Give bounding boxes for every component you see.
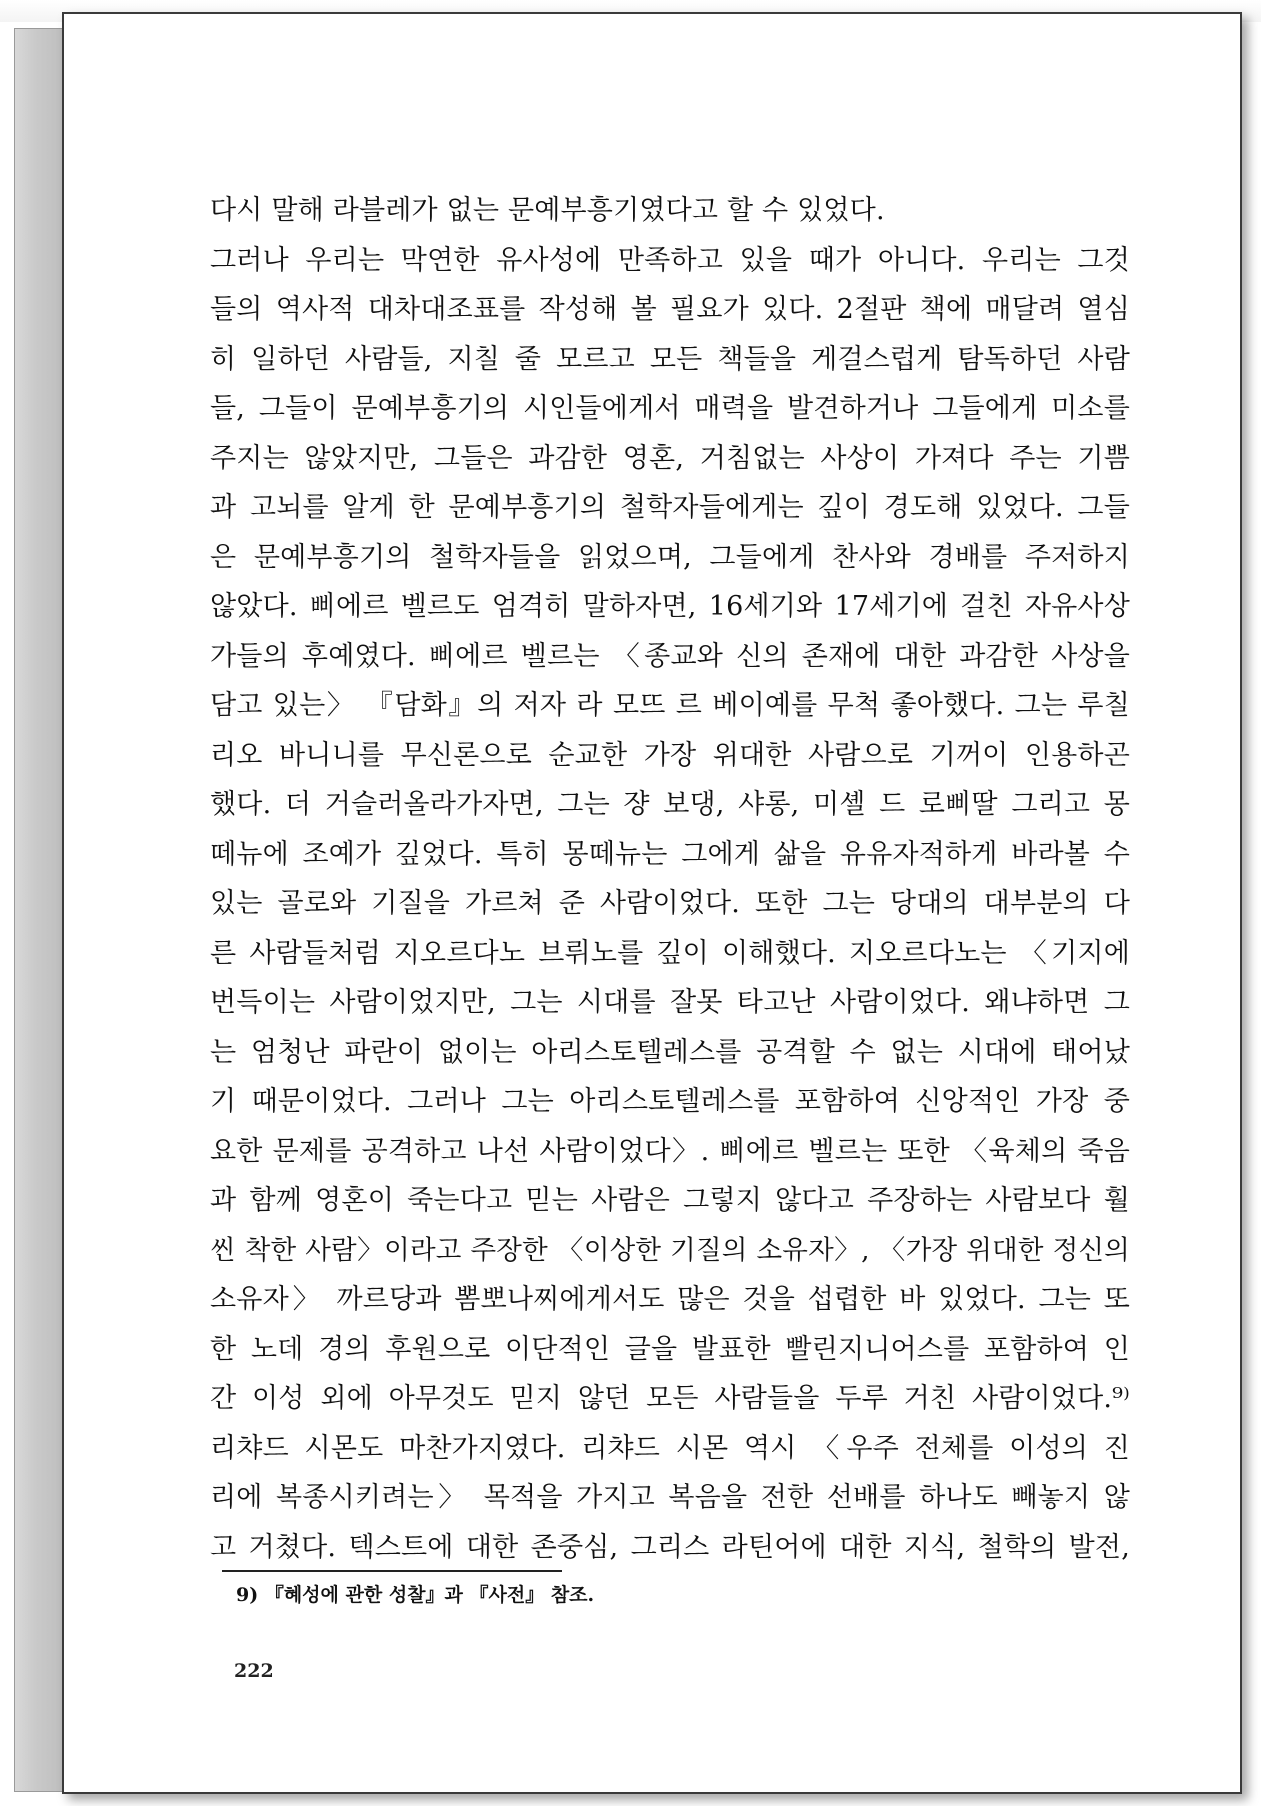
text-line: 씬 착한 사람〉이라고 주장한 〈이상한 기질의 소유자〉, 〈가장 위대한 정신의	[210, 1234, 1130, 1266]
text-line: 른 사람들처럼 지오르다노 브뤼노를 깊이 이해했다. 지오르다노는 〈기지에	[210, 937, 1130, 969]
text-line: 기 때문이었다. 그러나 그는 아리스토텔레스를 포함하여 신앙적인 가장 중	[210, 1086, 1130, 1117]
text-line: 과 함께 영혼이 죽는다고 믿는 사람은 그렇지 않다고 주장하는 사람보다 훨	[210, 1185, 1130, 1216]
page-number: 222	[234, 1660, 274, 1682]
footnote: 9) 『혜성에 관한 성찰』과 『사전』 참조.	[236, 1584, 595, 1606]
text-line: 한 노데 경의 후원으로 이단적인 글을 발표한 빨린지니어스를 포함하여 인	[210, 1333, 1130, 1365]
text-line: 했다. 더 거슬러올라가자면, 그는 쟝 보댕, 샤롱, 미셸 드 로삐딸 그리고 몽	[210, 789, 1130, 820]
text-line: 히 일하던 사람들, 지칠 줄 모르고 모든 책들을 게걸스럽게 탐독하던 사람	[210, 343, 1130, 375]
text-line: 요한 문제를 공격하고 나선 사람이었다〉. 삐에르 벨르는 또한 〈육체의 죽음	[210, 1135, 1130, 1167]
text-line: 주지는 않았지만, 그들은 과감한 영혼, 거침없는 사상이 가져다 주는 기쁨	[210, 442, 1130, 474]
text-line: 들의 역사적 대차대조표를 작성해 볼 필요가 있다. 2절판 책에 매달려 열심	[210, 294, 1130, 325]
text-line: 과 고뇌를 알게 한 문예부흥기의 철학자들에게는 깊이 경도해 있었다. 그들	[210, 492, 1130, 523]
text-line: 간 이성 외에 아무것도 믿지 않던 모든 사람들을 두루 거친 사람이었다.⁹⁾	[210, 1383, 1130, 1414]
text-line: 있는 골로와 기질을 가르쳐 준 사람이었다. 또한 그는 당대의 대부분의 다	[210, 888, 1130, 919]
text-line: 떼뉴에 조예가 깊었다. 특히 몽떼뉴는 그에게 삶을 유유자적하게 바라볼 수	[210, 838, 1130, 870]
text-line: 다시 말해 라블레가 없는 문예부흥기였다고 할 수 있었다.	[210, 195, 885, 226]
text-line: 번득이는 사람이었지만, 그는 시대를 잘못 타고난 사람이었다. 왜냐하면 그	[210, 987, 1130, 1018]
footnote-divider	[222, 1570, 562, 1572]
text-line: 리오 바니니를 무신론으로 순교한 가장 위대한 사람으로 기꺼이 인용하곤	[210, 739, 1130, 771]
text-line: 은 문예부흥기의 철학자들을 읽었으며, 그들에게 찬사와 경배를 주저하지	[210, 541, 1130, 573]
text-line: 않았다. 삐에르 벨르도 엄격히 말하자면, 16세기와 17세기에 걸친 자유사상	[210, 591, 1130, 622]
text-line: 리챠드 시몬도 마찬가지였다. 리챠드 시몬 역시 〈우주 전체를 이성의 진	[210, 1432, 1130, 1464]
text-line: 소유자〉 까르당과 뽐뽀나찌에게서도 많은 것을 섭렵한 바 있었다. 그는 또	[210, 1284, 1130, 1315]
text-line: 는 엄청난 파란이 없이는 아리스토텔레스를 공격할 수 없는 시대에 태어났	[210, 1036, 1130, 1068]
text-line: 담고 있는〉 『담화』의 저자 라 모뜨 르 베이예를 무척 좋아했다. 그는 루칠	[210, 690, 1130, 721]
text-line: 그러나 우리는 막연한 유사성에 만족하고 있을 때가 아니다. 우리는 그것	[210, 244, 1130, 276]
text-line: 가들의 후예였다. 삐에르 벨르는 〈종교와 신의 존재에 대한 과감한 사상을	[210, 640, 1130, 672]
text-line: 리에 복종시키려는〉 목적을 가지고 복음을 전한 선배를 하나도 빼놓지 않	[210, 1482, 1130, 1513]
text-line: 들, 그들이 문예부흥기의 시인들에게서 매력을 발견하거나 그들에게 미소를	[210, 393, 1130, 424]
text-line: 고 거쳤다. 텍스트에 대한 존중심, 그리스 라틴어에 대한 지식, 철학의 발전,	[210, 1531, 1130, 1563]
body-text	[210, 186, 1130, 1572]
